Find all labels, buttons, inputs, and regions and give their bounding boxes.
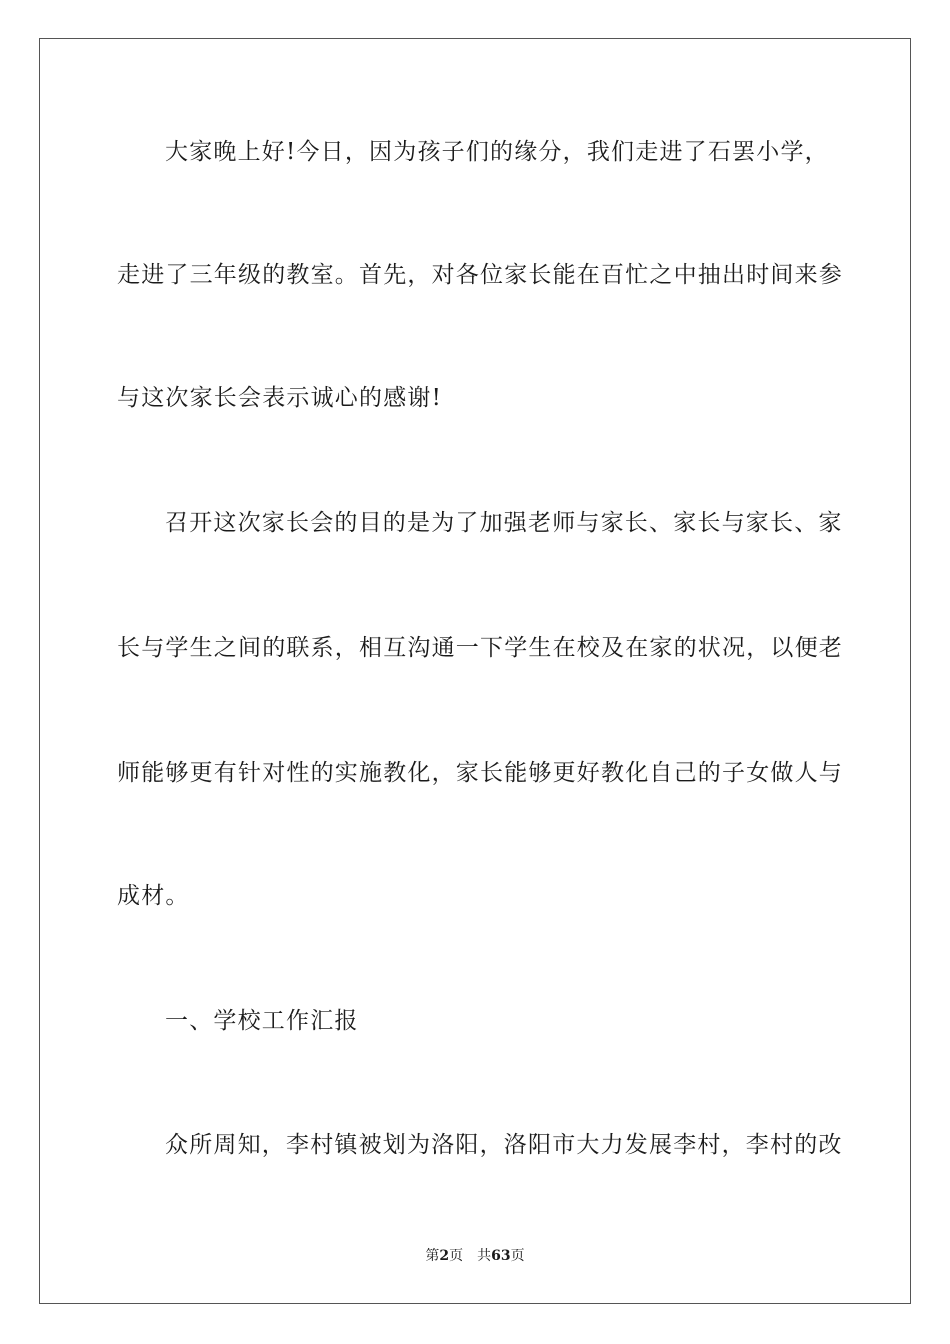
paragraph-1-line-2: 走进了三年级的教室。首先，对各位家长能在百忙之中抽出时间来参 xyxy=(117,262,843,288)
section-heading: 一、学校工作汇报 xyxy=(165,1008,359,1034)
footer-total-suffix: 页 xyxy=(510,1248,525,1264)
page-footer xyxy=(0,1247,950,1265)
footer-page-number: 2 xyxy=(439,1248,450,1264)
paragraph-2-line-3: 师能够更有针对性的实施教化，家长能够更好教化自己的子女做人与 xyxy=(117,760,843,786)
footer-page-prefix: 第 xyxy=(425,1248,440,1264)
paragraph-2-line-2: 长与学生之间的联系，相互沟通一下学生在校及在家的状况，以便老 xyxy=(117,635,843,661)
paragraph-3-line-1: 众所周知，李村镇被划为洛阳，洛阳市大力发展李村，李村的改 xyxy=(165,1132,843,1158)
paragraph-2-line-1: 召开这次家长会的目的是为了加强老师与家长、家长与家长、家 xyxy=(165,510,843,536)
paragraph-1-line-3: 与这次家长会表示诚心的感谢! xyxy=(117,385,443,411)
footer-page-suffix: 页 xyxy=(449,1248,464,1264)
paragraph-2-line-4: 成材。 xyxy=(117,883,190,909)
page-border xyxy=(39,38,911,1304)
footer-total-prefix: 共 xyxy=(477,1248,492,1264)
footer-total-number: 63 xyxy=(491,1248,511,1264)
paragraph-1-line-1: 大家晚上好!今日，因为孩子们的缘分，我们走进了石罢小学， xyxy=(165,139,829,165)
